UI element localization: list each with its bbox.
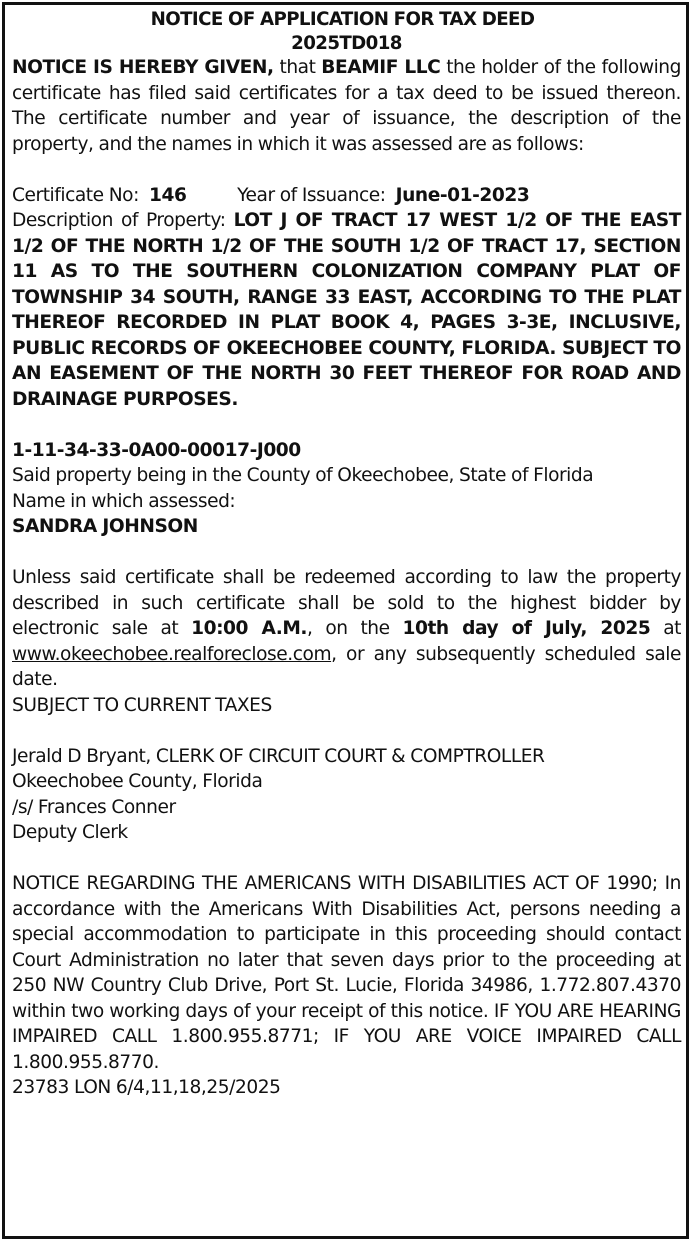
county-line: Said property being in the County of Okeechobee, State of Florida bbox=[12, 465, 594, 486]
intro-paragraph bbox=[12, 55, 681, 157]
certificate-no-label: Certificate No: bbox=[12, 184, 139, 206]
assessed-name: SANDRA JOHNSON bbox=[12, 516, 198, 537]
legal-notice bbox=[12, 8, 681, 1101]
certificate-no-value: 146 bbox=[149, 184, 187, 206]
description-label: Description of Property: bbox=[12, 210, 226, 231]
sale-paragraph bbox=[12, 565, 681, 693]
intro-text-2: the holder of the following certificate has filed said certificates for a tax deed to be issued thereon. The certificate number and year of issuance, the description of the property, and the names in which it was assessed are as follows: bbox=[12, 57, 681, 155]
year-of-issuance-value: June-01-2023 bbox=[395, 184, 530, 206]
clerk-county: Okeechobee County, Florida bbox=[12, 771, 263, 792]
parcel-id: 1-11-34-33-0A00-00017-J000 bbox=[12, 439, 301, 461]
certificate-holder: BEAMIF LLC bbox=[321, 57, 441, 78]
sale-text-2: , on the bbox=[307, 618, 403, 639]
ada-notice: NOTICE REGARDING THE AMERICANS WITH DISABILITIES ACT OF 1990; In accordance with the Americans With Disabilities Act, persons needing a special accommodation to participate in this proceeding should contact Court Administration no later that seven days prior to the proceeding at 250 NW Country Club Drive, Port St. Lucie, Florida 34986, 1.772.807.4370 within two working days of your receipt of this notice. IF YOU ARE HEARING IMPAIRED CALL 1.800.955.8771; IF YOU ARE VOICE IMPAIRED CALL bbox=[12, 873, 681, 1047]
publication-reference: 23783 LON 6/4,11,18,25/2025 bbox=[12, 1077, 281, 1098]
sale-date: 10th day of July, 2025 bbox=[402, 618, 651, 639]
signer-title: Deputy Clerk bbox=[12, 822, 128, 843]
description-value: LOT J OF TRACT 17 WEST 1/2 OF THE EAST 1/2 OF THE NORTH 1/2 OF THE SOUTH 1/2 OF TRACT 17, SECTION 11 AS TO THE SOUTHERN COLONIZATION COMPANY PLAT OF TOWNSHIP 34 SOUTH, RANGE 33 EAST, ACCORDING TO THE PLAT THEREOF RECORDED IN PLAT BOOK 4, PAGES 3-3E, INCLUSIVE, PUBLIC RECORDS OF OKEECHOBEE COUNTY, FLORIDA. SUBJECT TO AN EASEMENT OF THE NORTH 30 FEET THEREOF FOR ROAD AND DRAINAGE PURPOSES. bbox=[12, 210, 681, 410]
ada-last-number: 1.800.955.8770. bbox=[12, 1051, 160, 1073]
case-number: 2025TD018 bbox=[291, 32, 402, 54]
assessed-label: Name in which assessed: bbox=[12, 490, 236, 512]
sale-text-3: at bbox=[650, 618, 682, 639]
intro-lead: NOTICE IS HEREBY GIVEN, bbox=[12, 57, 274, 78]
sale-text-4: , or any subsequently scheduled sale date. bbox=[12, 643, 681, 690]
signature: /s/ Frances Conner bbox=[12, 796, 176, 818]
sale-time: 10:00 A.M. bbox=[191, 618, 308, 639]
taxes-line: SUBJECT TO CURRENT TAXES bbox=[12, 694, 272, 716]
certificate-line bbox=[12, 183, 681, 209]
sale-website-link[interactable]: www.okeechobee.realforeclose.com bbox=[12, 643, 332, 665]
year-of-issuance-label: Year of Issuance: bbox=[237, 184, 386, 206]
property-description bbox=[12, 208, 681, 412]
clerk-name: Jerald D Bryant, CLERK OF CIRCUIT COURT & COMPTROLLER bbox=[12, 745, 545, 767]
notice-title: NOTICE OF APPLICATION FOR TAX DEED bbox=[150, 9, 535, 30]
sale-text-1: Unless said certificate shall be redeemed according to law the property described in such certificate shall be sold to the highest bidder by electronic sale at bbox=[12, 567, 681, 639]
intro-text-1: that bbox=[273, 57, 322, 78]
